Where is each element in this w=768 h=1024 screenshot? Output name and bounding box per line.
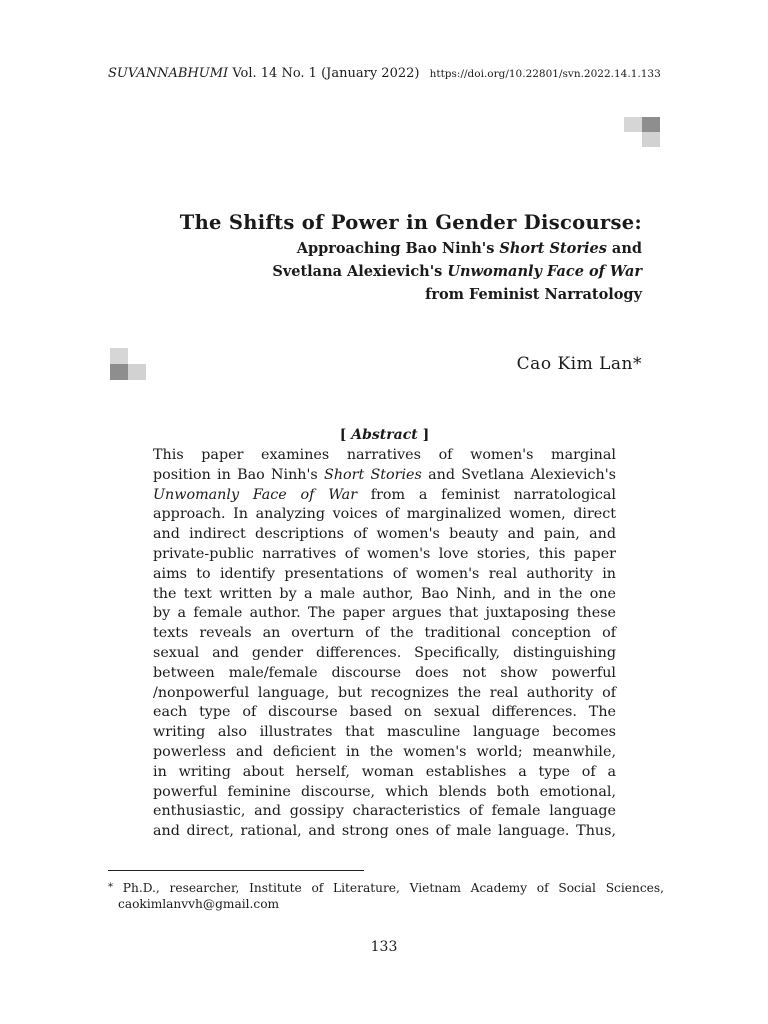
paper-title: The Shifts of Power in Gender Discourse:	[179, 211, 642, 234]
abstract-line: texts reveals an overturn of the traditional conception of	[153, 625, 616, 642]
footnote-divider	[108, 870, 364, 871]
paper-subtitle-line-3: from Feminist Narratology	[425, 286, 642, 303]
journal-name: SUVANNABHUMI	[108, 66, 229, 81]
abstract-line: position in Bao Ninh's Short Stories and Svetlana Alexievich's	[153, 466, 616, 483]
abstract-line: approach. In analyzing voices of marginalized women, direct	[153, 506, 616, 523]
deco-square	[110, 348, 128, 364]
footnote-marker: *	[108, 882, 113, 893]
deco-square	[624, 117, 642, 132]
deco-square	[128, 364, 146, 380]
abstract-line: enthusiastic, and gossipy characteristics of female language	[153, 803, 616, 820]
author-footnote: * Ph.D., researcher, Institute of Literature, Vietnam Academy of Social Sciences, caokimlanvvh@gmail.com	[108, 881, 664, 911]
abstract-line: and direct, rational, and strong ones of male language. Thus,	[153, 823, 616, 840]
abstract-body	[153, 446, 616, 842]
abstract-line: each type of discourse based on sexual differences. The	[153, 704, 616, 721]
journal-volume: Vol. 14 No. 1 (January 2022)	[232, 66, 420, 81]
paper-subtitle-line-1: Approaching Bao Ninh's Short Stories and	[296, 240, 642, 257]
abstract-line: the text written by a male author, Bao Ninh, and in the one	[153, 585, 616, 602]
work-title-short-stories: Short Stories	[499, 240, 607, 257]
abstract-line: by a female author. The paper argues that juxtaposing these	[153, 605, 616, 622]
abstract-line: in writing about herself, woman establishes a type of a	[153, 763, 616, 780]
abstract-line: powerless and deficient in the women's world; meanwhile,	[153, 743, 616, 760]
author-name: Cao Kim Lan*	[516, 354, 642, 374]
abstract-line: between male/female discourse does not show powerful	[153, 664, 616, 681]
deco-square	[642, 132, 660, 147]
abstract-line: powerful feminine discourse, which blends both emotional,	[153, 783, 616, 800]
abstract-heading: [ Abstract ]	[339, 427, 430, 443]
deco-square	[110, 364, 128, 380]
deco-square	[642, 117, 660, 132]
paper-subtitle-line-2: Svetlana Alexievich's Unwomanly Face of War	[272, 263, 642, 280]
author-email[interactable]: caokimlanvvh@gmail.com	[118, 897, 280, 911]
abstract-line: sexual and gender differences. Specifically, distinguishing	[153, 644, 616, 661]
abstract-line: writing also illustrates that masculine language becomes	[153, 724, 616, 741]
abstract-line: and indirect descriptions of women's beauty and pain, and	[153, 526, 616, 543]
abstract-line: This paper examines narratives of women's marginal	[153, 447, 616, 463]
page-number: 133	[370, 939, 398, 955]
abstract-line: private-public narratives of women's love stories, this paper	[153, 545, 616, 562]
abstract-line: /nonpowerful language, but recognizes the real authority of	[153, 684, 616, 701]
abstract-line: Unwomanly Face of War from a feminist narratological	[153, 486, 616, 503]
abstract-line: aims to identify presentations of women's real authority in	[153, 565, 616, 582]
running-header	[108, 66, 668, 81]
work-title-unwomanly-face: Unwomanly Face of War	[447, 263, 642, 280]
doi-link[interactable]: https://doi.org/10.22801/svn.2022.14.1.133	[429, 68, 661, 80]
